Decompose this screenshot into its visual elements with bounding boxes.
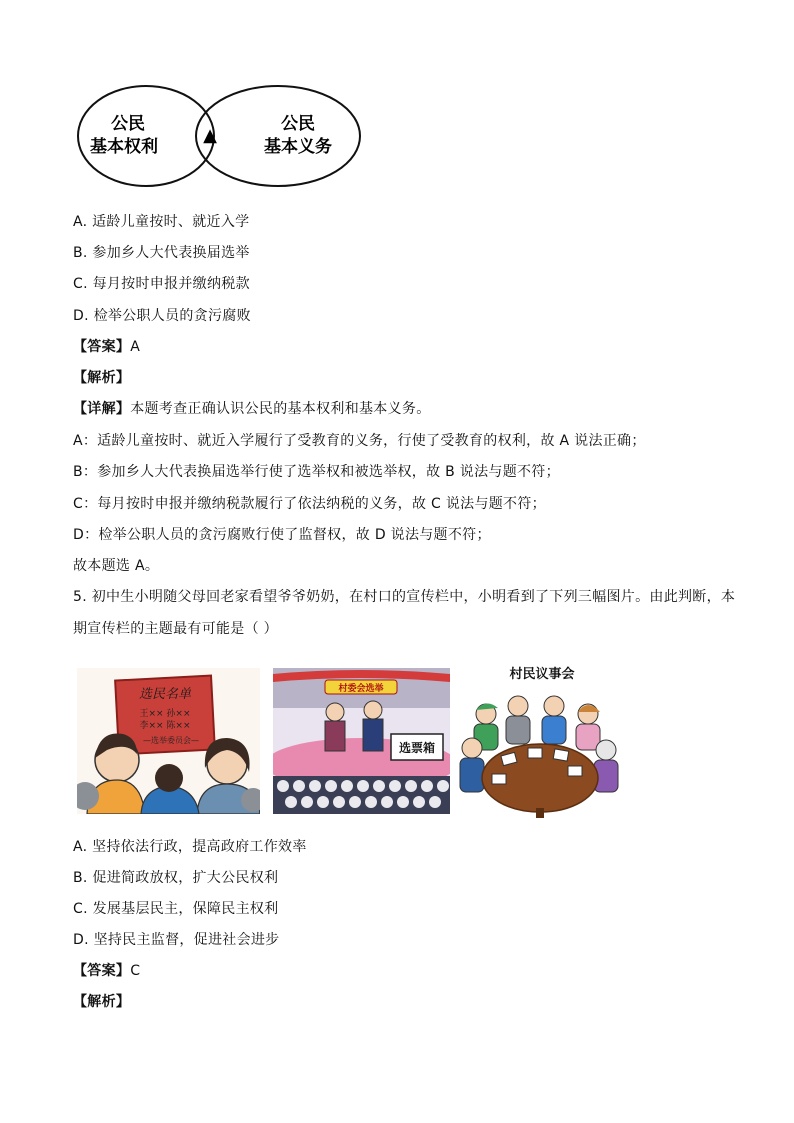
venn-right-label-1: 公民 [281, 114, 315, 134]
q5-option-b: B. 促进简政放权，扩大公民权利 [73, 870, 279, 886]
q4-analysis-tag: 【解析】 [73, 370, 131, 386]
q4-conclusion: 故本题选 A。 [73, 558, 160, 574]
q5-option-a: A. 坚持依法行政，提高政府工作效率 [73, 839, 307, 855]
venn-diagram [76, 84, 366, 190]
venn-left-label-1: 公民 [111, 114, 145, 134]
answer-value: C [130, 963, 141, 979]
q5-stem-line-2: 期宣传栏的主题最有可能是（ ） [73, 621, 278, 637]
q5-option-d: D. 坚持民主监督，促进社会进步 [73, 932, 280, 948]
voter-list-footer: —选举委员会— [143, 736, 199, 745]
voter-list-names-2: 李×× 陈×× [139, 721, 191, 731]
q5-option-c: C. 发展基层民主，保障民主权利 [73, 901, 279, 917]
duties-circle [196, 86, 360, 186]
ballot-box-label: 选票箱 [398, 741, 436, 755]
q5-answer [73, 961, 140, 981]
election-stage-picture [273, 668, 450, 814]
venn-right-label-2: 基本义务 [264, 137, 332, 157]
rights-circle [78, 86, 214, 186]
q4-explanation-a: A：适龄儿童按时、就近入学履行了受教育的义务，行使了受教育的权利，故 A 说法正确； [73, 433, 646, 449]
q4-explanation-b: B：参加乡人大代表换届选举行使了选举权和被选举权，故 B 说法与题不符； [73, 464, 560, 480]
voter-list-title: 选民名单 [138, 687, 192, 702]
q4-option-d: D. 检举公职人员的贪污腐败 [73, 308, 251, 324]
q4-answer [73, 337, 140, 357]
voter-list-picture [77, 668, 260, 814]
venn-center-symbol: ▲ [203, 125, 217, 146]
detail-tag: 【详解】 [73, 401, 131, 417]
q4-detail [73, 399, 431, 419]
q4-option-c: C. 每月按时申报并缴纳税款 [73, 276, 250, 292]
q5-analysis-tag: 【解析】 [73, 994, 131, 1010]
venn-left-label-2: 基本权利 [90, 137, 158, 157]
village-council-title: 村民议事会 [509, 667, 575, 682]
answer-tag: 【答案】 [73, 339, 131, 355]
q4-option-b: B. 参加乡人大代表换届选举 [73, 245, 250, 261]
answer-tag: 【答案】 [73, 963, 131, 979]
detail-intro: 本题考查正确认识公民的基本权利和基本义务。 [130, 401, 431, 417]
election-banner: 村委会选举 [338, 684, 384, 694]
q5-stem-line-1: 5. 初中生小明随父母回老家看望爷爷奶奶，在村口的宣传栏中，小明看到了下列三幅图片。由此判断，本 [73, 589, 736, 605]
q4-option-a: A. 适龄儿童按时、就近入学 [73, 214, 250, 230]
q4-explanation-c: C：每月按时申报并缴纳税款履行了依法纳税的义务，故 C 说法与题不符； [73, 496, 546, 512]
voter-list-names-1: 王×× 孙×× [139, 709, 191, 719]
answer-value: A [130, 339, 141, 355]
q4-explanation-d: D：检举公职人员的贪污腐败行使了监督权，故 D 说法与题不符； [73, 527, 491, 543]
village-council-picture [456, 662, 626, 818]
